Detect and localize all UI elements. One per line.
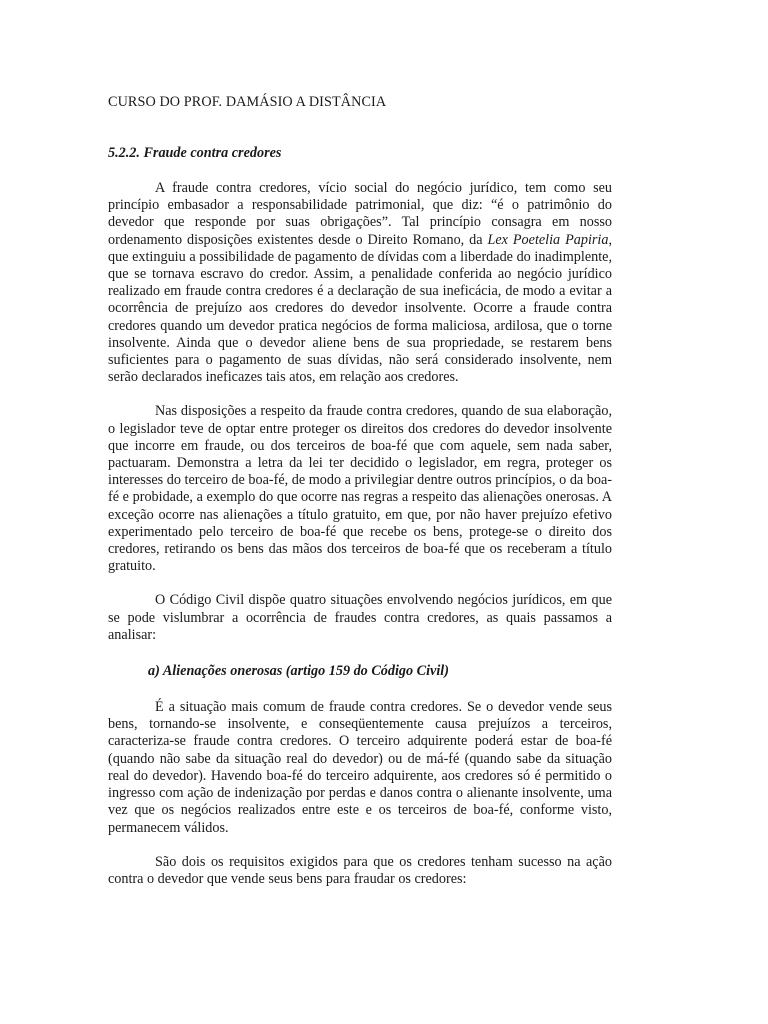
paragraph-legislator-choice: Nas disposições a respeito da fraude contra credores, quando de sua elaboração, o legislador teve de optar entre proteger os direitos dos credores do devedor insolvente que incorre em fraude, ou dos terceiros de boa-fé que com aquele, sem nada saber, pactuaram. Demonstra a letra da lei ter decidido o legislador, em regra, proteger os interesses do terceiro de boa-fé, de modo a privilegiar dentre outros princípios, o da boa-fé e probidade, a exemplo do que ocorre nas regras a respeito das alienações onerosas. A exceção ocorre nas alienações a título gratuito, em que, por não haver prejuízo efetivo experimentado pelo terceiro de boa-fé que recebe os bens, protege-se o direito dos credores, retirando os bens das mãos dos terceiros de boa-fé que os receberam a título gratuito. (108, 403, 612, 575)
paragraph-four-situations: O Código Civil dispõe quatro situações envolvendo negócios jurídicos, em que se pode vislumbrar a ocorrência de fraudes contra credores, as quais passamos a analisar: (108, 592, 612, 643)
document-page (108, 92, 612, 905)
paragraph-fraud-intro (108, 180, 612, 386)
section-title: 5.2.2. Fraude contra credores (108, 145, 282, 161)
course-header: CURSO DO PROF. DAMÁSIO A DISTÂNCIA (108, 94, 387, 110)
paragraph-requirements: São dois os requisitos exigidos para que os credores tenham sucesso na ação contra o devedor que vende seus bens para fraudar os credores: (108, 853, 612, 887)
subsection-title-onerous-alienations: a) Alienações onerosas (artigo 159 do Código Civil) (148, 663, 449, 680)
paragraph-common-situation: É a situação mais comum de fraude contra credores. Se o devedor vende seus bens, tornando-se insolvente, e conseqüentemente causa prejuízos a terceiros, caracteriza-se fraude contra credores. O terceiro adquirente poderá estar de boa-fé (quando não sabe da situação real do devedor) ou de má-fé (quando sabe da situação real do devedor). Havendo boa-fé do terceiro adquirente, aos credores só é permitido o ingresso com ação de indenização por perdas e danos contra o alienante insolvente, uma vez que os negócios realizados entre este e os terceiros de boa-fé, conforme visto, permanecem válidos. (108, 699, 612, 836)
paragraph-text: , que extinguiu a possibilidade de pagamento de dívidas com a liberdade do inadimplente, que se tornava escravo do credor. Assim, a penalidade conferida ao negócio jurídico realizado em fraude contra credores é a declaração de sua ineficácia, de modo a evitar a ocorrência de prejuízo aos credores do devedor insolvente. Ocorre a fraude contra credores quando um devedor pratica negócios de forma maliciosa, ardilosa, que o torne insolvente. Ainda que o devedor aliene bens de sua propriedade, se restarem bens suficientes para o pagamento de suas dívidas, não será considerado insolvente, nem serão declarados ineficazes tais atos, em relação aos credores. (108, 231, 612, 386)
paragraph-text: A fraude contra credores, vício social do negócio jurídico, tem como seu princípio embasador a responsabilidade patrimonial, que diz: “é o patrimônio do devedor que responde por suas obrigações”. Tal princípio consagra em nosso ordenamento disposições existentes desde o Direito Romano, da (108, 180, 612, 248)
latin-law-name: Lex Poetelia Papiria (487, 231, 609, 248)
